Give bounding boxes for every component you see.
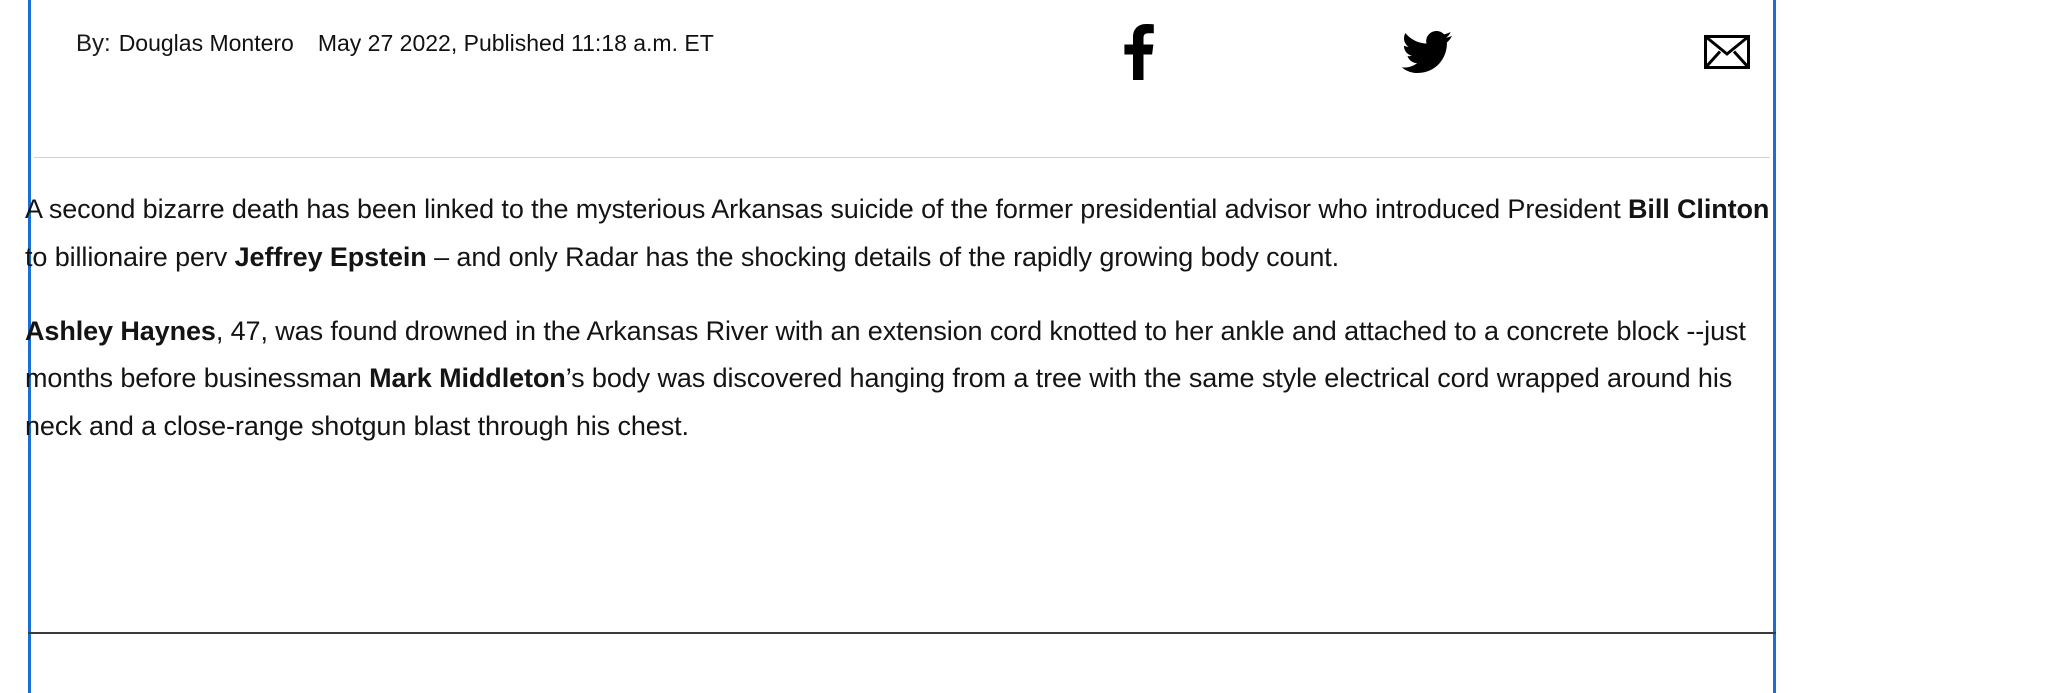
twitter-share-button[interactable] xyxy=(1391,16,1463,88)
facebook-share-button[interactable] xyxy=(1101,16,1173,88)
envelope-icon xyxy=(1704,35,1750,69)
byline-bar xyxy=(31,0,1773,157)
article-body xyxy=(25,186,1790,451)
article-container xyxy=(25,0,1776,693)
facebook-icon xyxy=(1117,24,1157,80)
author-name[interactable]: Douglas Montero xyxy=(118,30,294,56)
byline-divider xyxy=(34,157,1770,158)
article-paragraph: Ashley Haynes, 47, was found drowned in the Arkansas River with an extension cord knotted to her ankle and attached to a concrete block --just months before businessman Mark Middleton’s body was discovered hanging from a tree with the same style electrical cord wrapped around his neck and a close-range shotgun blast through his chest. xyxy=(25,315,1746,442)
by-label: By: xyxy=(76,30,111,57)
twitter-icon xyxy=(1402,31,1452,73)
article-bottom-divider xyxy=(28,632,1776,634)
email-share-button[interactable] xyxy=(1691,16,1763,88)
share-icons xyxy=(1091,16,1751,86)
publish-date: May 27 2022, Published 11:18 a.m. ET xyxy=(317,30,714,56)
byline xyxy=(76,30,714,58)
article-paragraph: A second bizarre death has been linked to the mysterious Arkansas suicide of the former presidential advisor who introduced President Bill Clinton to billionaire perv Jeffrey Epstein – and only Radar has the shocking details of the rapidly growing body count. xyxy=(25,194,1770,272)
